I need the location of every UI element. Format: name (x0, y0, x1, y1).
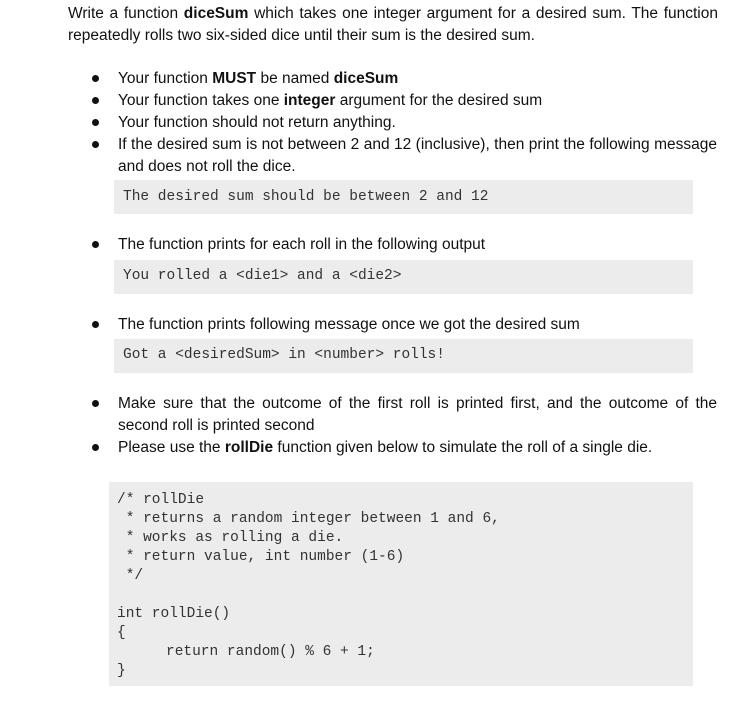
bullet-icon (92, 75, 99, 82)
list-item (0, 134, 717, 178)
code-block-done-message (114, 339, 693, 373)
code-line: int rollDie() (117, 606, 231, 622)
bullet-icon (92, 400, 99, 407)
list-item (0, 314, 717, 336)
list-item (0, 90, 717, 112)
code-line: Got a <desiredSum> in <number> rolls! (123, 347, 445, 363)
list-item (0, 437, 717, 459)
code-line: */ (117, 568, 144, 584)
bullet-icon (92, 321, 99, 328)
list-item (0, 112, 717, 134)
text: If the desired sum is not between 2 and 12 (inclusive), then print the following message and does not roll the dice. (118, 136, 717, 175)
text: argument for the desired sum (335, 92, 543, 109)
requirements-list (0, 393, 755, 459)
intro-text-rest: which takes one integer argument for a desired sum. The function repeatedly rolls two six-sided dice until their sum is the desired sum. (68, 5, 718, 44)
code-block-range-message (114, 180, 693, 214)
intro-text: Write a function (68, 5, 184, 22)
code-line: return random() % 6 + 1; (166, 644, 375, 660)
bold-text: rollDie (224, 439, 274, 456)
bullet-icon (92, 241, 99, 248)
text: Your function (118, 70, 213, 87)
text: Please use the (118, 439, 225, 456)
code-block-roll-message (114, 260, 693, 294)
requirements-list (0, 234, 755, 256)
bold-text: MUST (212, 70, 257, 87)
code-line: You rolled a <die1> and a <die2> (123, 268, 402, 284)
requirements-list (0, 314, 755, 336)
text: function given below to simulate the roll of a single die. (273, 439, 653, 456)
code-line: * returns a random integer between 1 and 6, (117, 511, 500, 527)
text: The function prints for each roll in the following output (118, 236, 486, 253)
code-line: * works as rolling a die. (117, 530, 344, 546)
function-name: diceSum (183, 5, 249, 22)
list-item (0, 68, 717, 90)
bullet-icon (92, 97, 99, 104)
text: The function prints following message once we got the desired sum (118, 316, 580, 333)
text: Make sure that the outcome of the first roll is printed first, and the outcome of the second roll is printed second (118, 395, 717, 434)
code-line: * return value, int number (1-6) (117, 549, 405, 565)
list-item (0, 393, 717, 437)
text: be named (256, 70, 334, 87)
bold-text: integer (283, 92, 336, 109)
requirements-list (0, 68, 755, 178)
code-line: } (117, 663, 126, 679)
bold-text: diceSum (333, 70, 399, 87)
text: Your function should not return anything. (118, 114, 396, 131)
code-line: /* rollDie (117, 492, 205, 508)
bullet-icon (92, 141, 99, 148)
intro-paragraph (68, 3, 718, 47)
code-line: { (117, 625, 126, 641)
bullet-icon (92, 119, 99, 126)
bullet-icon (92, 444, 99, 451)
code-line: The desired sum should be between 2 and 12 (123, 189, 489, 205)
text: Your function takes one (118, 92, 284, 109)
code-block-rolldie (109, 482, 693, 686)
list-item (0, 234, 717, 256)
